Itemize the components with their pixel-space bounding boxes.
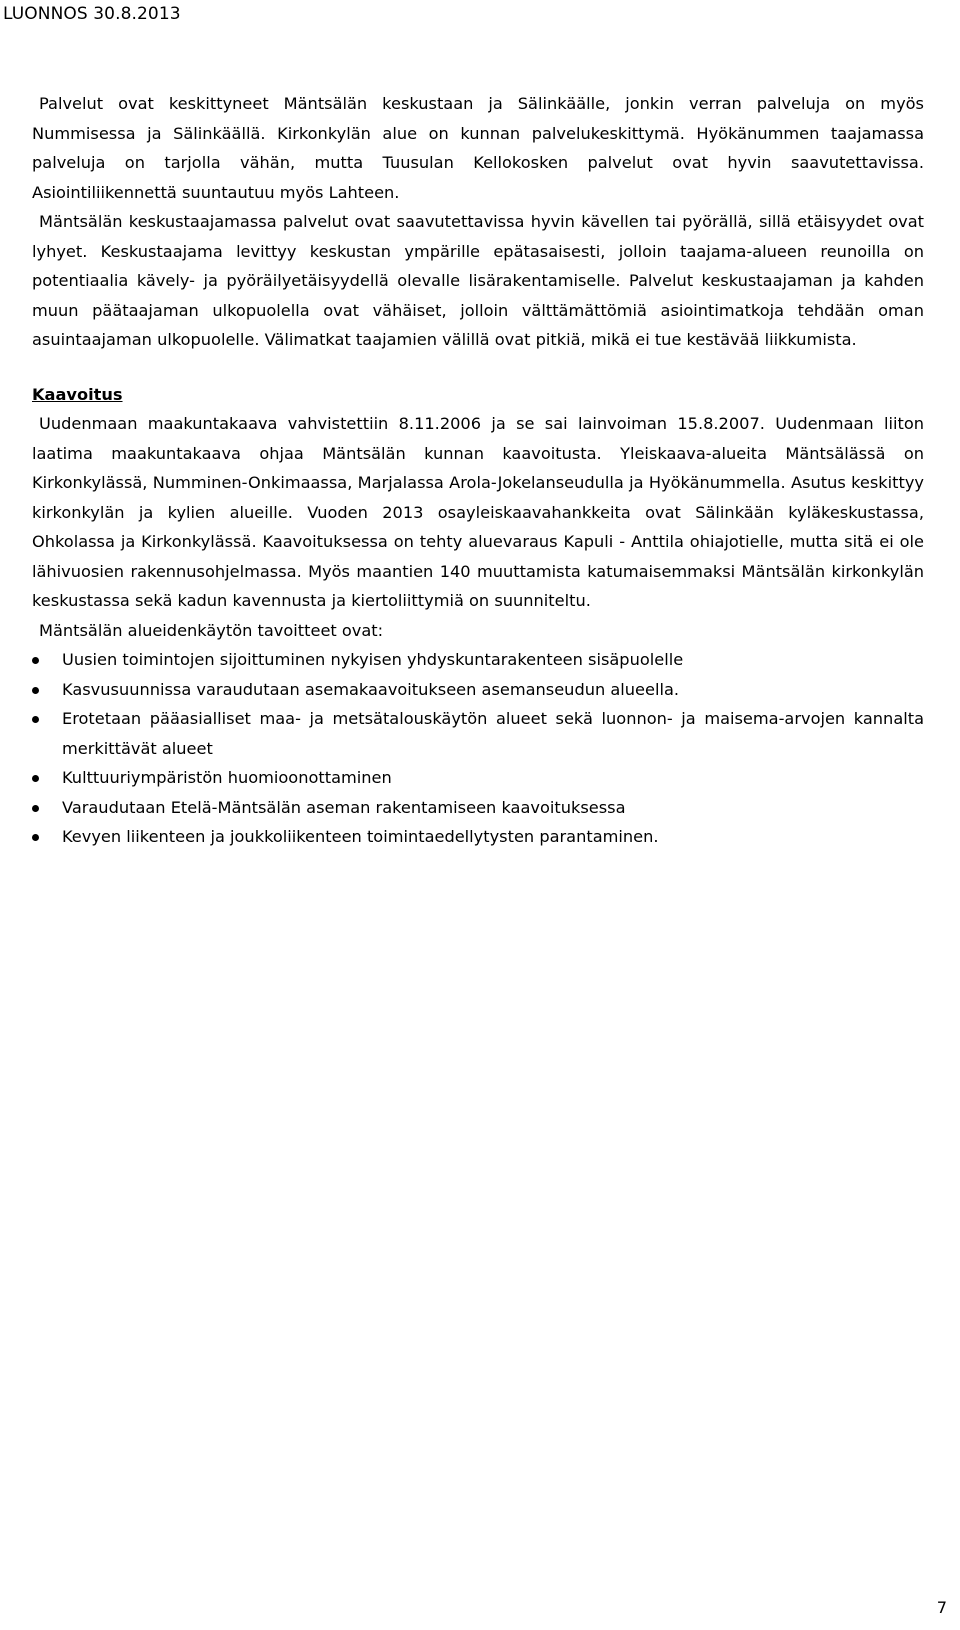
list-item: Erotetaan pääasialliset maa- ja metsätalouskäytön alueet sekä luonnon- ja maisema-arvojen kannalta merkittävät alueet [32,704,924,763]
paragraph-services: Palvelut ovat keskittyneet Mäntsälän keskustaan ja Sälinkäälle, jonkin verran palveluja on myös Nummisessa ja Sälinkäällä. Kirkonkylän alue on kunnan palvelukeskittymä. Hyökänummen taajamassa palveluja on tarjolla vähän, mutta Tuusulan Kellokosken palvelut ovat hyvin saavutettavissa. Asiointiliikennettä suuntautuu myös Lahteen. [32,94,924,202]
list-item: Kasvusuunnissa varaudutaan asemakaavoitukseen asemanseudun alueella. [32,675,924,705]
document-body [32,89,924,852]
page-number: 7 [936,1598,947,1617]
goals-intro: Mäntsälän alueidenkäytön tavoitteet ovat: [39,620,384,640]
bullet-icon [32,687,39,694]
list-item: Uusien toimintojen sijoittuminen nykyisen yhdyskuntarakenteen sisäpuolelle [32,645,924,675]
bullet-icon [32,805,39,812]
list-item: Kevyen liikenteen ja joukkoliikenteen toimintaedellytysten parantaminen. [32,822,924,852]
goals-list [32,645,924,852]
list-item: Kulttuuriympäristön huomioonottaminen [32,763,924,793]
section-heading: Kaavoitus [32,384,123,404]
bullet-icon [32,716,39,723]
paragraph-center-services: Mäntsälän keskustaajamassa palvelut ovat saavutettavissa hyvin kävellen tai pyörällä, sillä etäisyydet ovat lyhyet. Keskustaajama levittyy keskustan ympärille epätasaisesti, jolloin taajama-alueen reunoilla on potentiaalia kävely- ja pyöräilyetäisyydellä olevalle lisärakentamiselle. Palvelut keskustaajaman ja kahden muun päätaajaman ulkopuolella ovat vähäiset, jolloin välttämättömiä asiointimatkoja tehdään oman asuintaajaman ulkopuolelle. Välimatkat taajamien välillä ovat pitkiä, mikä ei tue kestävää liikkumista. [32,212,924,349]
list-item: Varaudutaan Etelä-Mäntsälän aseman rakentamiseen kaavoituksessa [32,793,924,823]
paragraph-zoning: Uudenmaan maakuntakaava vahvistettiin 8.11.2006 ja se sai lainvoiman 15.8.2007. Uudenmaan liiton laatima maakuntakaava ohjaa Mäntsälän kunnan kaavoitusta. Yleiskaava-alueita Mäntsälässä on Kirkonkylässä, Numminen-Onkimaassa, Marjalassa Arola-Jokelanseudulla ja Hyökänummella. Asutus keskittyy kirkonkylän ja kylien alueille. Vuoden 2013 osayleiskaavahankkeita ovat Sälinkään kyläkeskustassa, Ohkolassa ja Kirkonkylässä. Kaavoituksessa on tehty aluevaraus Kapuli - Anttila ohiajotielle, mutta sitä ei ole lähivuosien rakennusohjelmassa. Myös maantien 140 muuttamista katumaisemmaksi Mäntsälän kirkonkylän keskustassa sekä kadun kavennusta ja kiertoliittymiä on suunniteltu. [32,414,924,610]
bullet-icon [32,834,39,841]
bullet-icon [32,775,39,782]
bullet-icon [32,657,39,664]
document-header: LUONNOS 30.8.2013 [3,4,181,24]
